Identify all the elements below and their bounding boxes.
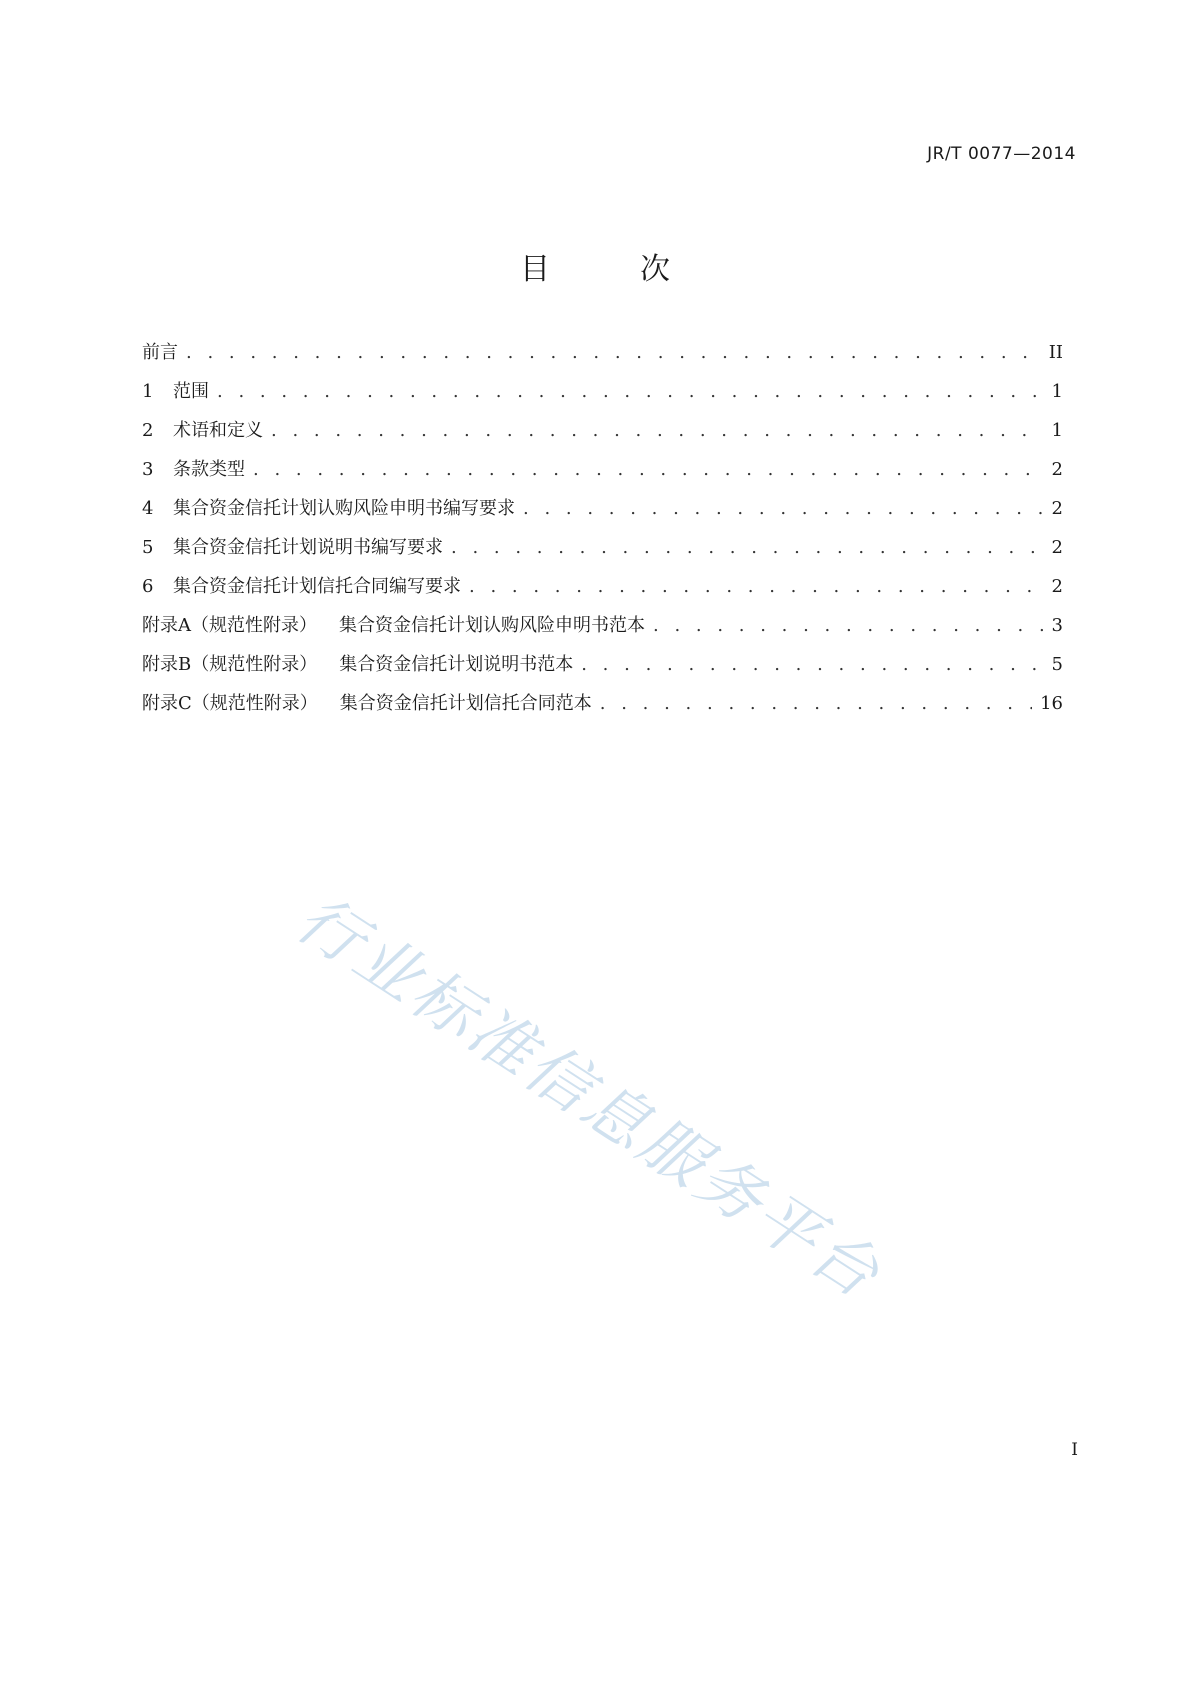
- toc-entry-label: 条款类型: [173, 459, 245, 480]
- toc-entry[interactable]: [142, 650, 1063, 689]
- toc-entry-label: 术语和定义: [173, 420, 263, 441]
- toc-leader-dots: [271, 420, 1044, 441]
- toc-appendix-prefix: 附录B（规范性附录）: [142, 654, 318, 675]
- toc-entry-label: 集合资金信托计划认购风险申明书编写要求: [173, 498, 515, 519]
- toc-entry-label: 集合资金信托计划信托合同编写要求: [173, 576, 461, 597]
- toc-entry[interactable]: [142, 572, 1063, 611]
- toc-leader-dots: [523, 498, 1044, 519]
- toc-entry[interactable]: [142, 611, 1063, 650]
- toc-entry-page: II: [1048, 342, 1063, 363]
- toc-entry-label: 范围: [173, 381, 209, 402]
- toc-entry-label: 集合资金信托计划说明书编写要求: [173, 537, 443, 558]
- toc-leader-dots: [253, 459, 1044, 480]
- toc-entry-page: 16: [1040, 693, 1063, 714]
- toc-appendix-prefix: 附录A（规范性附录）: [142, 615, 317, 636]
- toc-entry-page: 3: [1051, 615, 1063, 636]
- toc-entry[interactable]: [142, 455, 1063, 494]
- toc-entry-page: 2: [1051, 498, 1063, 519]
- toc-title: 目 次: [520, 252, 700, 287]
- toc-entry-number: 6: [142, 576, 154, 597]
- toc-entry[interactable]: [142, 689, 1063, 728]
- toc-entry-page: 1: [1051, 381, 1063, 402]
- document-code: JR/T 0077—2014: [927, 144, 1076, 164]
- toc-leader-dots: [186, 342, 1041, 363]
- toc-entry[interactable]: [142, 494, 1063, 533]
- toc-entry-label: 集合资金信托计划信托合同范本: [339, 693, 592, 714]
- toc-leader-dots: [451, 537, 1044, 558]
- toc-leader-dots: [469, 576, 1044, 597]
- toc-entry-page: 2: [1051, 576, 1063, 597]
- toc-entry-label: 集合资金信托计划说明书范本: [339, 654, 574, 675]
- toc-entry[interactable]: [142, 533, 1063, 572]
- toc-entry[interactable]: [142, 338, 1063, 377]
- toc-entry[interactable]: [142, 416, 1063, 455]
- toc-entry-number: 4: [142, 498, 154, 519]
- toc-entry-label: 集合资金信托计划认购风险申明书范本: [339, 615, 645, 636]
- toc-leader-dots: [653, 615, 1044, 636]
- table-of-contents: [142, 338, 1063, 728]
- toc-entry-number: 5: [142, 537, 154, 558]
- toc-leader-dots: [600, 693, 1032, 714]
- toc-entry-page: 5: [1051, 654, 1063, 675]
- watermark: 行业标准信息服务平台: [283, 881, 895, 1315]
- toc-entry-number: 3: [142, 459, 154, 480]
- toc-appendix-prefix: 附录C（规范性附录）: [142, 693, 318, 714]
- toc-entry-number: 1: [142, 381, 154, 402]
- toc-entry-page: 2: [1051, 459, 1063, 480]
- toc-entry-number: 2: [142, 420, 154, 441]
- toc-entry-page: 2: [1051, 537, 1063, 558]
- toc-entry-page: 1: [1051, 420, 1063, 441]
- page-number: I: [1071, 1440, 1078, 1460]
- toc-leader-dots: [581, 654, 1043, 675]
- toc-leader-dots: [217, 381, 1044, 402]
- toc-entry-label: 前言: [142, 342, 178, 363]
- toc-entry[interactable]: [142, 377, 1063, 416]
